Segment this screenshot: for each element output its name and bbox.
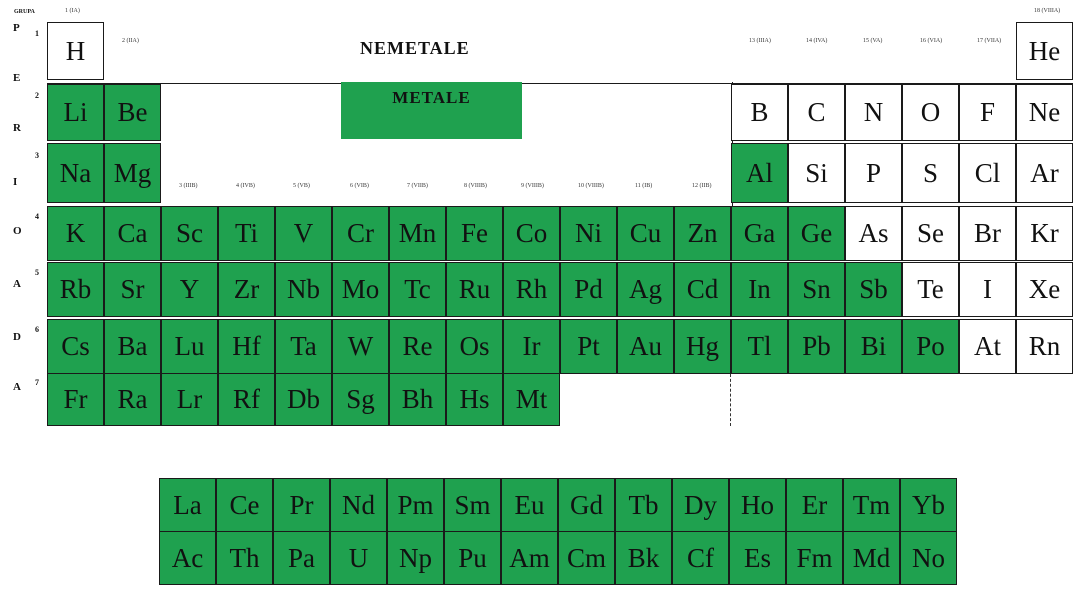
f-block-cell-fm: Fm	[786, 531, 843, 585]
period-number: 7	[35, 377, 39, 387]
f-block-cell-cf: Cf	[672, 531, 729, 585]
f-block-cell-nd: Nd	[330, 478, 387, 532]
element-cell-kr: Kr	[1016, 206, 1073, 261]
element-cell-cr: Cr	[332, 206, 389, 261]
period-letter: P	[13, 22, 20, 34]
element-cell-rh: Rh	[503, 262, 560, 317]
element-cell-hf: Hf	[218, 319, 275, 374]
element-cell-v: V	[275, 206, 332, 261]
element-cell-ni: Ni	[560, 206, 617, 261]
period-number: 1	[35, 29, 39, 38]
period-letter: A	[13, 381, 21, 393]
element-cell-nb: Nb	[275, 262, 332, 317]
element-cell-cu: Cu	[617, 206, 674, 261]
element-cell-au: Au	[617, 319, 674, 374]
group-label: 2 (IIA)	[122, 38, 139, 44]
element-cell-na: Na	[47, 143, 104, 203]
f-block-cell-yb: Yb	[900, 478, 957, 532]
element-cell-k: K	[47, 206, 104, 261]
metal-nonmetal-dashed-line	[730, 374, 731, 426]
group-label: 18 (VIIIA)	[1034, 8, 1061, 14]
f-block-cell-pu: Pu	[444, 531, 501, 585]
f-block-cell-er: Er	[786, 478, 843, 532]
element-cell-i: I	[959, 262, 1016, 317]
element-cell-ra: Ra	[104, 373, 161, 426]
element-cell-po: Po	[902, 319, 959, 374]
f-block-cell-ho: Ho	[729, 478, 786, 532]
f-block-cell-la: La	[159, 478, 216, 532]
period-number: 4	[35, 211, 39, 221]
element-cell-n: N	[845, 84, 902, 141]
period-number: 2	[35, 90, 39, 100]
period-letter: A	[13, 278, 21, 290]
element-cell-ba: Ba	[104, 319, 161, 374]
element-cell-bh: Bh	[389, 373, 446, 426]
group-label: 16 (VIA)	[920, 38, 943, 44]
element-cell-hg: Hg	[674, 319, 731, 374]
f-block-cell-np: Np	[387, 531, 444, 585]
f-block-cell-dy: Dy	[672, 478, 729, 532]
element-cell-xe: Xe	[1016, 262, 1073, 317]
element-cell-co: Co	[503, 206, 560, 261]
element-cell-li: Li	[47, 84, 104, 141]
element-cell-ru: Ru	[446, 262, 503, 317]
element-cell-cl: Cl	[959, 143, 1016, 203]
group-label: 12 (IIB)	[692, 183, 712, 189]
element-cell-sn: Sn	[788, 262, 845, 317]
element-cell-at: At	[959, 319, 1016, 374]
element-cell-as: As	[845, 206, 902, 261]
element-cell-ir: Ir	[503, 319, 560, 374]
element-cell-b: B	[731, 84, 788, 141]
f-block-cell-am: Am	[501, 531, 558, 585]
element-cell-si: Si	[788, 143, 845, 203]
element-cell-s: S	[902, 143, 959, 203]
element-cell-pd: Pd	[560, 262, 617, 317]
element-cell-ge: Ge	[788, 206, 845, 261]
element-cell-tl: Tl	[731, 319, 788, 374]
element-cell-al: Al	[731, 143, 788, 203]
element-cell-tc: Tc	[389, 262, 446, 317]
f-block-cell-es: Es	[729, 531, 786, 585]
group-label: 10 (VIIIB)	[578, 183, 604, 189]
f-block-cell-no: No	[900, 531, 957, 585]
element-cell-os: Os	[446, 319, 503, 374]
element-cell-zn: Zn	[674, 206, 731, 261]
period-number: 3	[35, 151, 39, 160]
group-label: 11 (IB)	[635, 183, 653, 189]
group-label: 5 (VB)	[293, 183, 310, 189]
nonmetal-region-frame	[47, 22, 1073, 84]
group-label: 17 (VIIA)	[977, 38, 1002, 44]
element-cell-fr: Fr	[47, 373, 104, 426]
element-cell-ne: Ne	[1016, 84, 1073, 141]
f-block-cell-pr: Pr	[273, 478, 330, 532]
f-block-cell-cm: Cm	[558, 531, 615, 585]
f-block-cell-th: Th	[216, 531, 273, 585]
group-label: 8 (VIIIB)	[464, 183, 487, 189]
element-cell-lu: Lu	[161, 319, 218, 374]
element-cell-bi: Bi	[845, 319, 902, 374]
grupa-label: GRUPA	[14, 9, 35, 15]
element-cell-db: Db	[275, 373, 332, 426]
period-letter: E	[13, 72, 21, 84]
f-block-cell-pa: Pa	[273, 531, 330, 585]
element-cell-hs: Hs	[446, 373, 503, 426]
group-label: 14 (IVA)	[806, 38, 828, 44]
group-label: 4 (IVB)	[236, 183, 255, 189]
f-block-cell-pm: Pm	[387, 478, 444, 532]
element-cell-mn: Mn	[389, 206, 446, 261]
nemetale-label: NEMETALE	[360, 38, 470, 58]
group-label: 6 (VIB)	[350, 183, 369, 189]
element-cell-te: Te	[902, 262, 959, 317]
f-block-cell-eu: Eu	[501, 478, 558, 532]
element-cell-mo: Mo	[332, 262, 389, 317]
period-letter: R	[13, 122, 21, 134]
element-cell-sg: Sg	[332, 373, 389, 426]
f-block-cell-sm: Sm	[444, 478, 501, 532]
f-block-cell-tm: Tm	[843, 478, 900, 532]
f-block-cell-md: Md	[843, 531, 900, 585]
element-cell-ti: Ti	[218, 206, 275, 261]
element-cell-mt: Mt	[503, 373, 560, 426]
element-cell-o: O	[902, 84, 959, 141]
period-letter: O	[13, 225, 22, 237]
group-label: 3 (IIIB)	[179, 183, 198, 189]
period-number: 6	[35, 324, 39, 334]
element-cell-in: In	[731, 262, 788, 317]
element-cell-br: Br	[959, 206, 1016, 261]
element-cell-mg: Mg	[104, 143, 161, 203]
element-cell-pt: Pt	[560, 319, 617, 374]
f-block-cell-ac: Ac	[159, 531, 216, 585]
period-number: 5	[35, 267, 39, 277]
element-cell-w: W	[332, 319, 389, 374]
element-cell-h: H	[47, 22, 104, 80]
element-cell-ca: Ca	[104, 206, 161, 261]
period-letter: D	[13, 331, 21, 343]
f-block-cell-u: U	[330, 531, 387, 585]
element-cell-sb: Sb	[845, 262, 902, 317]
f-block-cell-gd: Gd	[558, 478, 615, 532]
element-cell-c: C	[788, 84, 845, 141]
element-cell-rf: Rf	[218, 373, 275, 426]
element-cell-f: F	[959, 84, 1016, 141]
element-cell-cs: Cs	[47, 319, 104, 374]
element-cell-ag: Ag	[617, 262, 674, 317]
element-cell-fe: Fe	[446, 206, 503, 261]
element-cell-zr: Zr	[218, 262, 275, 317]
element-cell-se: Se	[902, 206, 959, 261]
period-letter: I	[13, 176, 18, 188]
metale-label: METALE	[341, 82, 522, 139]
element-cell-re: Re	[389, 319, 446, 374]
element-cell-cd: Cd	[674, 262, 731, 317]
element-cell-p: P	[845, 143, 902, 203]
f-block-cell-ce: Ce	[216, 478, 273, 532]
group-label: 15 (VA)	[863, 38, 883, 44]
element-cell-sc: Sc	[161, 206, 218, 261]
f-block-cell-tb: Tb	[615, 478, 672, 532]
element-cell-ga: Ga	[731, 206, 788, 261]
element-cell-ta: Ta	[275, 319, 332, 374]
element-cell-he: He	[1016, 22, 1073, 80]
element-cell-sr: Sr	[104, 262, 161, 317]
group-label: 7 (VIIB)	[407, 183, 428, 189]
element-cell-pb: Pb	[788, 319, 845, 374]
element-cell-rn: Rn	[1016, 319, 1073, 374]
group-label: 1 (IA)	[65, 8, 80, 14]
element-cell-rb: Rb	[47, 262, 104, 317]
element-cell-lr: Lr	[161, 373, 218, 426]
f-block-cell-bk: Bk	[615, 531, 672, 585]
group-label: 9 (VIIIB)	[521, 183, 544, 189]
element-cell-y: Y	[161, 262, 218, 317]
element-cell-ar: Ar	[1016, 143, 1073, 203]
element-cell-be: Be	[104, 84, 161, 141]
group-label: 13 (IIIA)	[749, 38, 771, 44]
